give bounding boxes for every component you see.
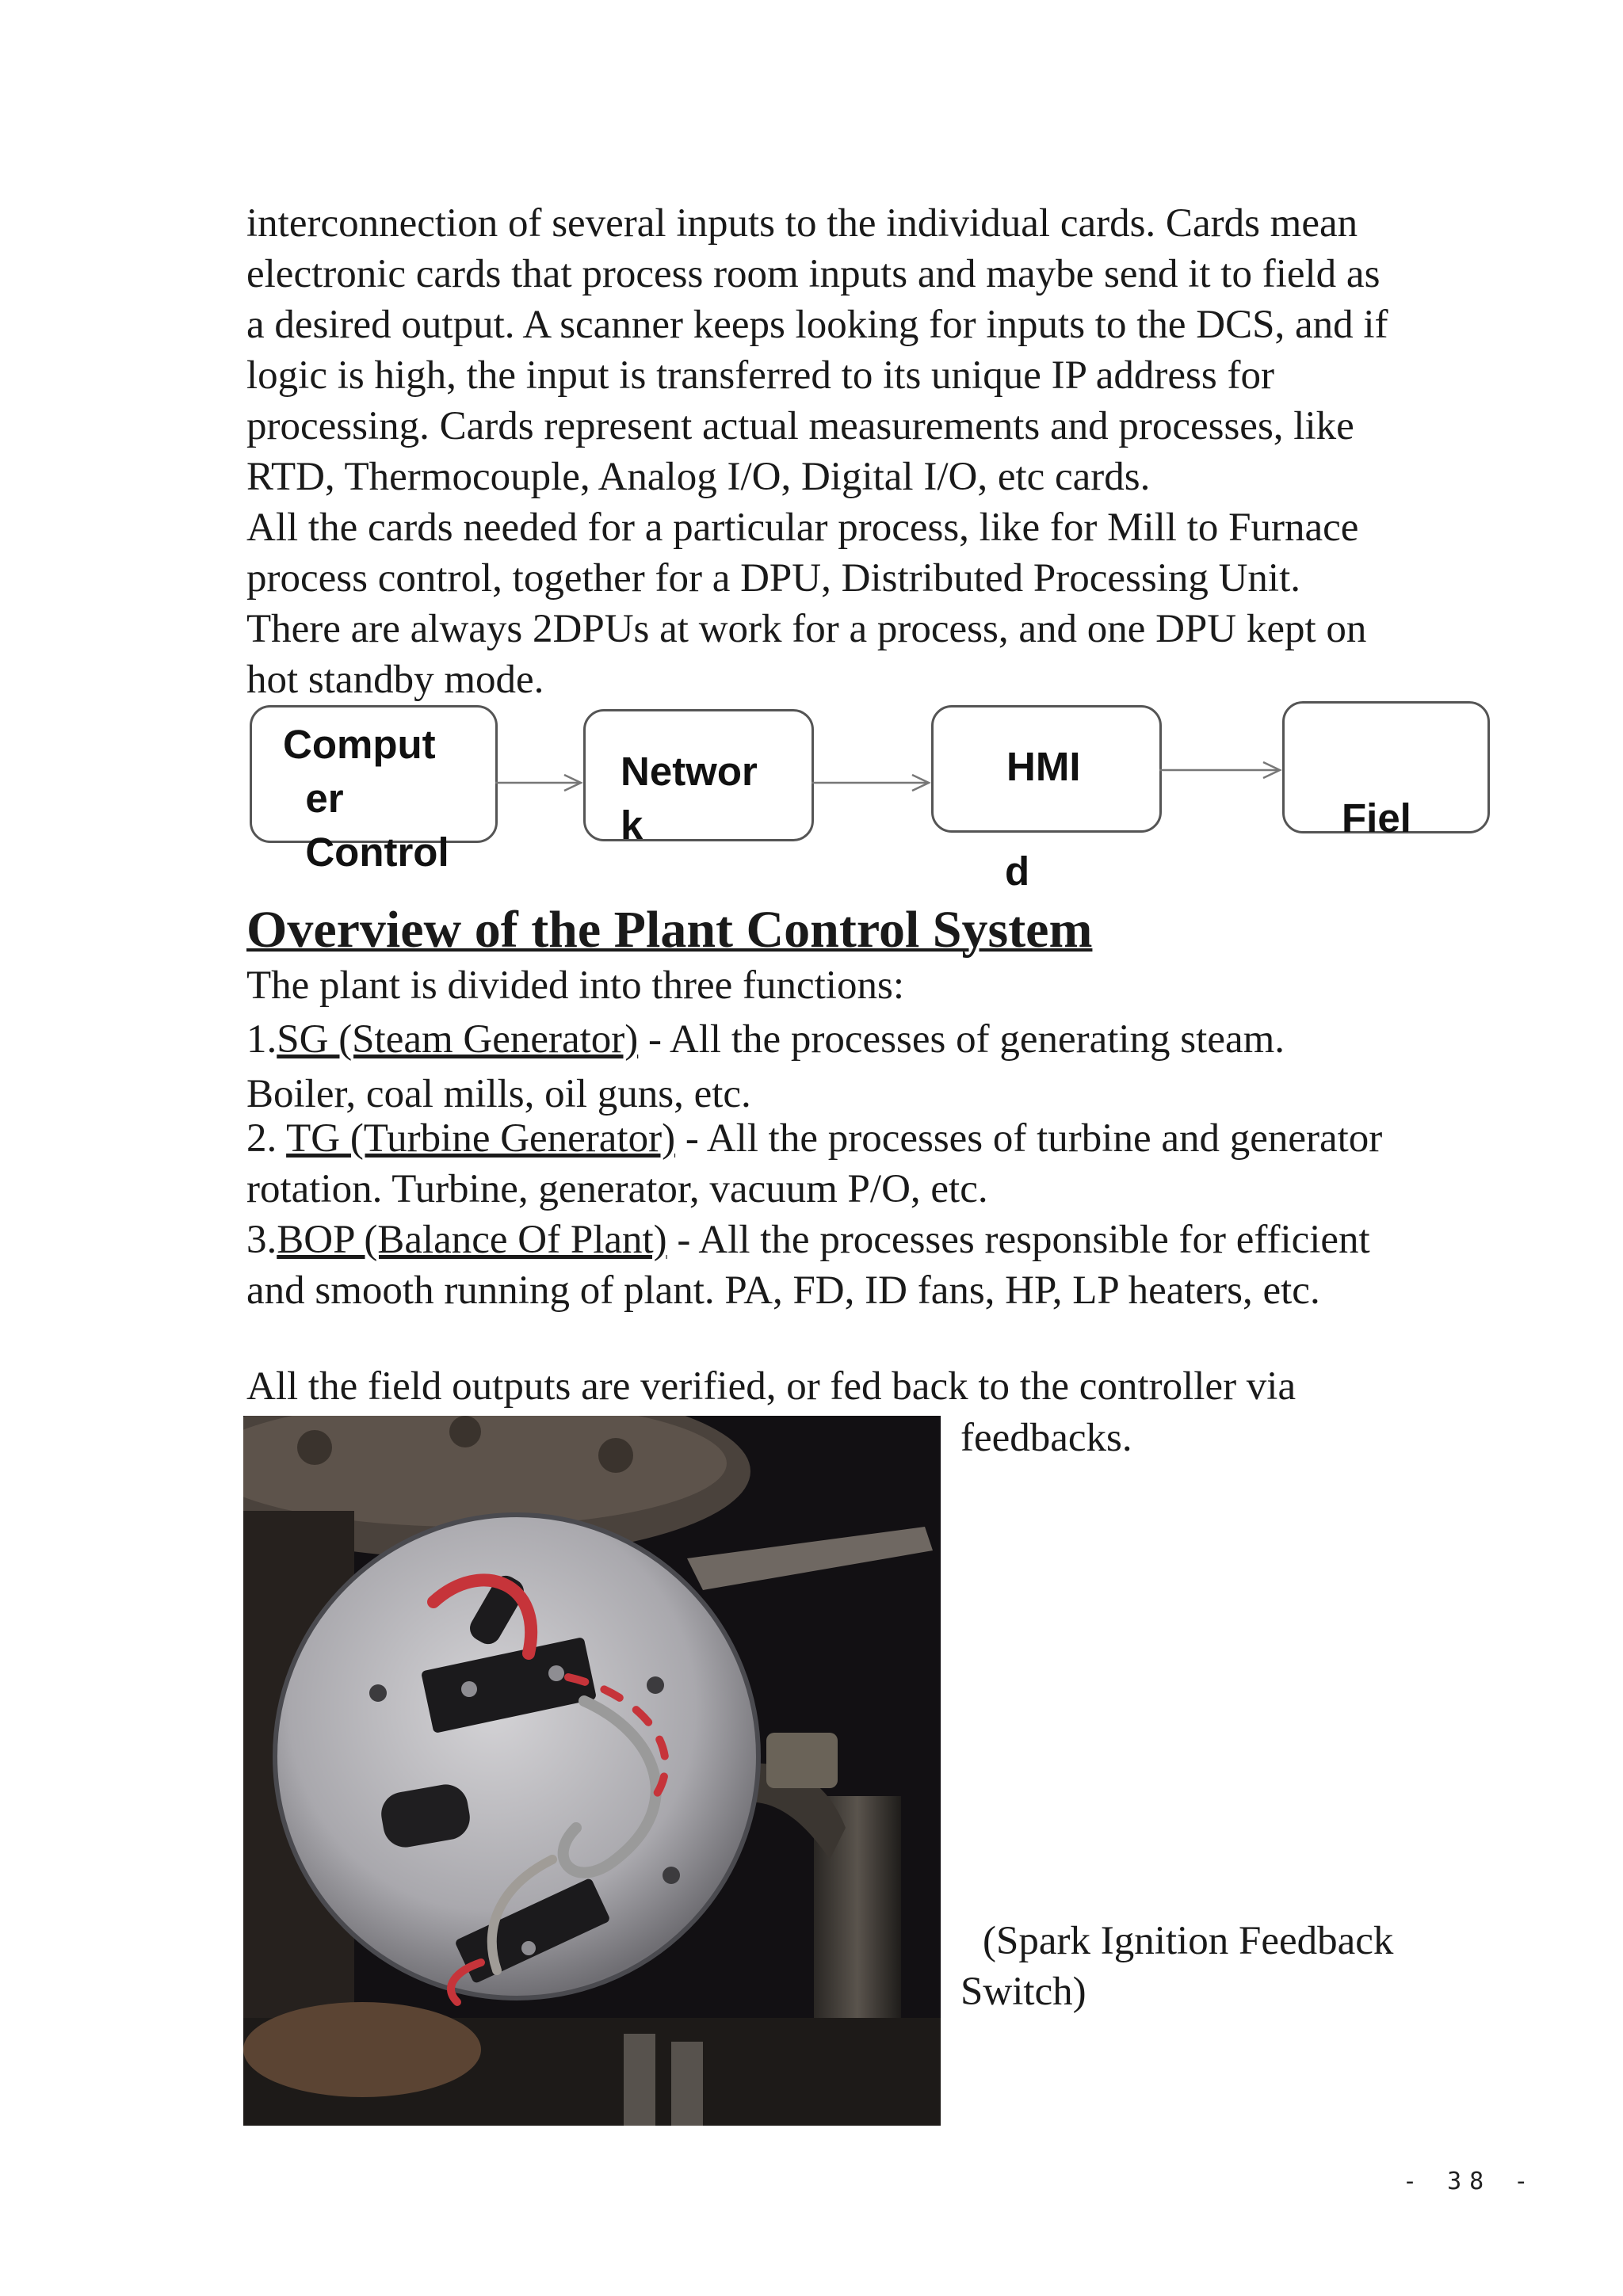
text-line: hot standby mode. (246, 658, 544, 702)
text-line: RTD, Thermocouple, Analog I/O, Digital I/O, etc cards. (246, 455, 1151, 499)
field-label-overflow: d (1005, 849, 1030, 894)
item-line: and smooth running of plant. PA, FD, ID fans, HP, LP heaters, etc. (246, 1268, 1320, 1313)
item-line (246, 1014, 1514, 1065)
text-line: processing. Cards represent actual measurements and processes, like (246, 404, 1354, 448)
text-line: a desired output. A scanner keeps looking for inputs to the DCS, and if (246, 303, 1388, 347)
item-number: 2. (246, 1116, 287, 1161)
photo-illustration (243, 1416, 941, 2126)
sg-label: SG (Steam Generator) (277, 1017, 639, 1062)
photo-caption-line1: (Spark Ignition Feedback (983, 1919, 1394, 1963)
item-line: rotation. Turbine, generator, vacuum P/O, etc. (246, 1167, 988, 1211)
item-text: - All the processes of generating steam. (638, 1017, 1285, 1062)
bop-label: BOP (Balance Of Plant) (277, 1218, 667, 1262)
feedback-text (246, 1361, 1514, 1412)
item-text: - All the processes responsible for efficient (666, 1218, 1370, 1262)
item-line (246, 1113, 1514, 1164)
feedback-text-cont: feedbacks. (960, 1416, 1132, 1460)
spark-ignition-switch-photo (243, 1416, 941, 2126)
function-item-tg (246, 1113, 1514, 1215)
item-number: 1. (246, 1017, 277, 1062)
text-line: All the field outputs are verified, or fed back to the controller via (246, 1364, 1296, 1409)
functions-intro (246, 960, 1514, 1011)
text-line: logic is high, the input is transferred to its unique IP address for (246, 353, 1274, 398)
field-label: Fiel (1342, 795, 1411, 841)
text-line: interconnection of several inputs to the individual cards. Cards mean (246, 201, 1358, 246)
computer-control-label: Comput er Control (283, 722, 449, 875)
function-item-sg (246, 1014, 1514, 1065)
item-text: - All the processes of turbine and generator (675, 1116, 1383, 1161)
hmi-label: HMI (1006, 744, 1081, 789)
text-line: electronic cards that process room inputs and maybe send it to field as (246, 252, 1381, 296)
item-line (246, 1215, 1514, 1265)
function-item-bop (246, 1215, 1514, 1316)
text-line: process control, together for a DPU, Distributed Processing Unit. (246, 556, 1301, 601)
page-number: - 38 - (1403, 2168, 1537, 2195)
function-item-sg-line2 (246, 1069, 1514, 1119)
intro-paragraph (246, 198, 1514, 705)
tg-label: TG (Turbine Generator) (286, 1116, 676, 1161)
photo-caption-line2: Switch) (960, 1970, 1086, 2014)
text-line: There are always 2DPUs at work for a process, and one DPU kept on (246, 607, 1367, 651)
item-number: 3. (246, 1218, 277, 1262)
item-line: Boiler, coal mills, oil guns, etc. (246, 1072, 751, 1116)
section-heading: Overview of the Plant Control System (246, 901, 1093, 959)
network-label: Networ k (621, 749, 758, 848)
text-line: The plant is divided into three functions: (246, 963, 904, 1008)
text-line: All the cards needed for a particular process, like for Mill to Furnace (246, 505, 1359, 550)
